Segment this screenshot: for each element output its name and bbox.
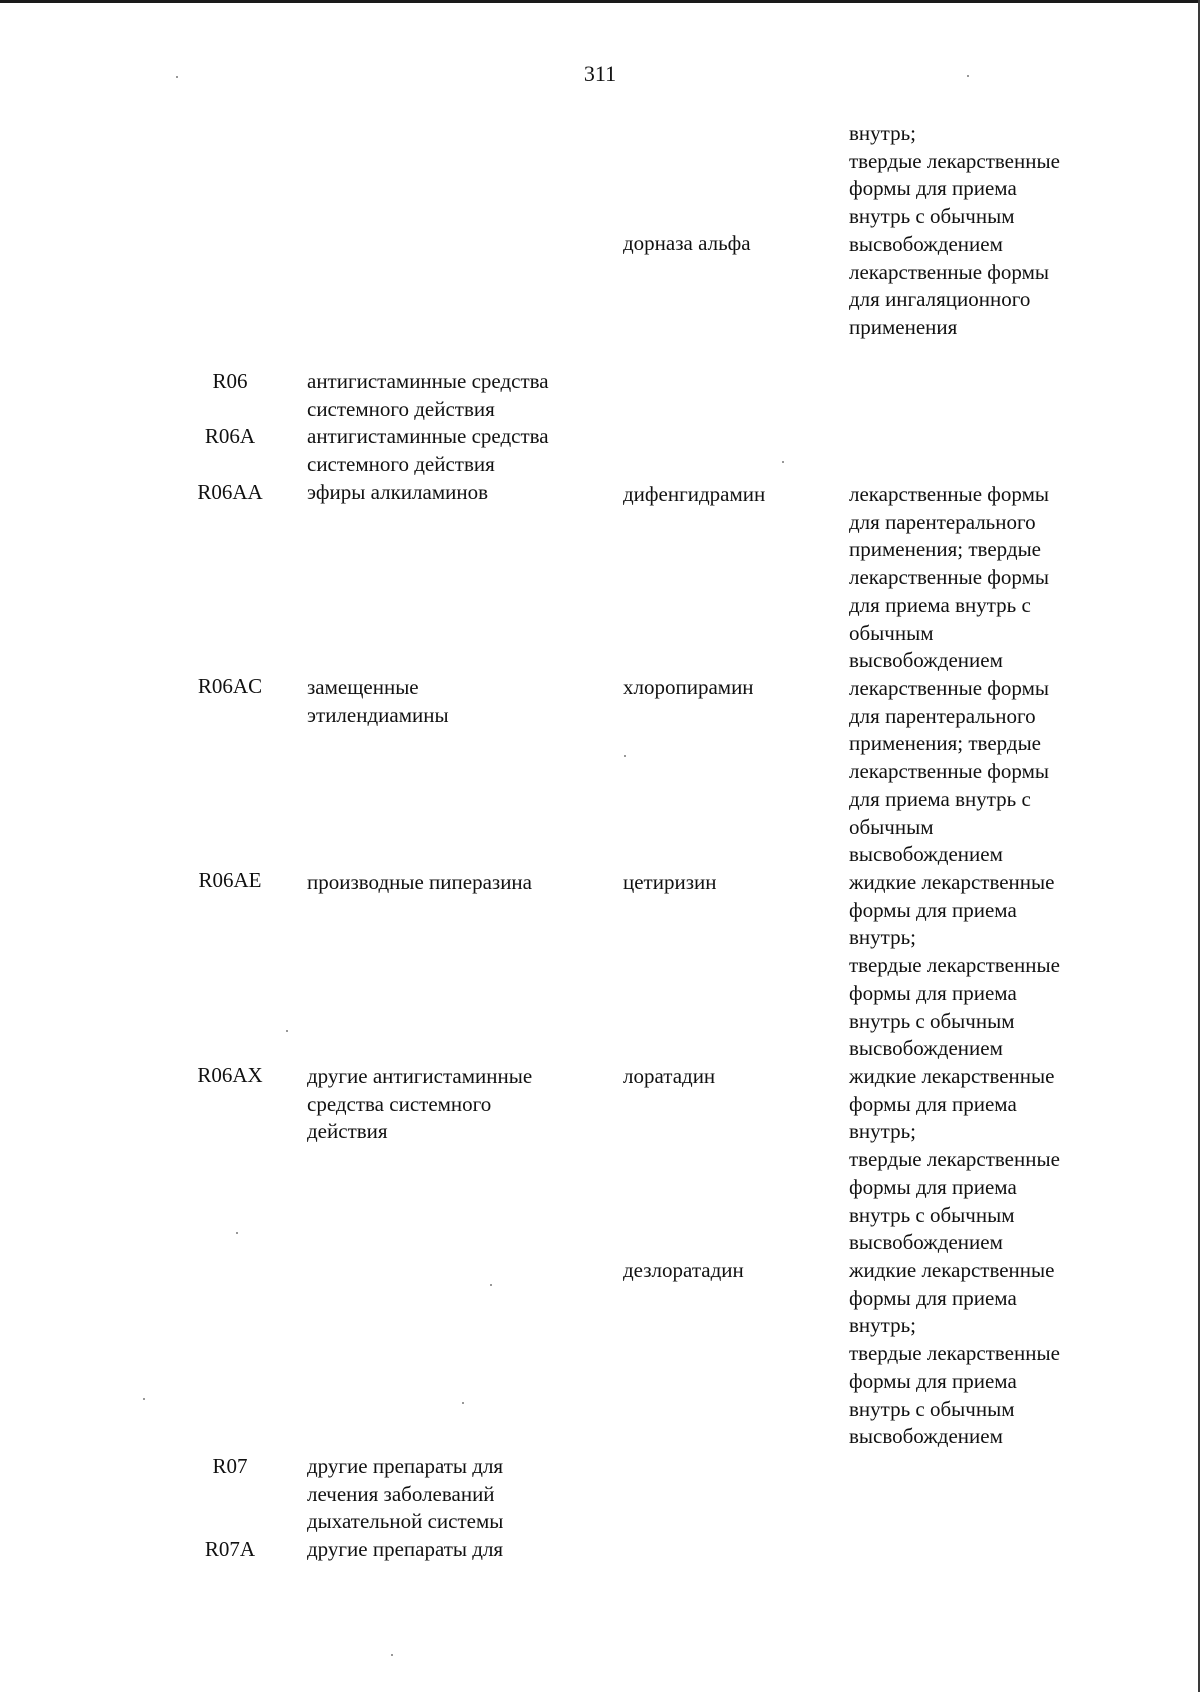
drug-name-cetirizine: цетиризин [623,870,717,894]
atc-code-r06ae: R06AE [198,868,262,892]
dosage-form-diphenhydramine: лекарственные формы для парентерального применения; твердые лекарственные формы для приема внутрь с обычным высвобождением [849,482,1049,673]
scan-speck [286,1030,288,1032]
atc-group-r06: антигистаминные средства системного действия [307,369,549,421]
scan-speck [624,755,626,757]
atc-code-r06ax: R06AX [197,1063,263,1087]
scan-speck [462,1402,464,1404]
atc-group-r07a: другие препараты для [307,1537,504,1561]
atc-group-r06a: антигистаминные средства системного действия [307,424,549,476]
atc-code-r06aa: R06AA [197,480,263,504]
atc-code-r06ac: R06AC [197,674,263,698]
scan-speck [967,75,969,77]
dosage-form-cetirizine: жидкие лекарственные формы для приема внутрь; твердые лекарственные формы для приема внутрь с обычным высвобождением [849,870,1060,1061]
atc-code-r06: R06 [212,369,248,393]
dosage-form-desloratadine: жидкие лекарственные формы для приема внутрь; твердые лекарственные формы для приема внутрь с обычным высвобождением [849,1258,1060,1449]
drug-name-chloropyramine: хлоропирамин [623,675,754,699]
drug-name-desloratadine: дезлоратадин [623,1258,744,1282]
scan-top-edge [0,0,1200,3]
atc-code-r06a: R06A [204,424,256,448]
scan-speck [391,1654,393,1656]
dosage-form-chloropyramine: лекарственные формы для парентерального применения; твердые лекарственные формы для приема внутрь с обычным высвобождением [849,676,1049,867]
scan-speck [143,1398,145,1400]
atc-group-r06ae: производные пиперазина [307,870,532,894]
scan-speck [782,461,784,463]
atc-group-r07: другие препараты для лечения заболеваний дыхательной системы [307,1454,504,1534]
scan-speck [490,1284,492,1286]
dosage-form-dornase-alfa: внутрь; твердые лекарственные формы для приема внутрь с обычным высвобождением лекарственные формы для ингаляционного применения [849,121,1060,339]
atc-group-r06ax: другие антигистаминные средства системного действия [307,1064,533,1144]
scan-speck [176,76,178,78]
atc-code-r07a: R07A [204,1537,256,1561]
atc-code-r07: R07 [212,1454,248,1478]
atc-group-r06aa: эфиры алкиламинов [307,480,489,504]
atc-group-r06ac: замещенные этилендиамины [307,675,449,727]
drug-name-dornase-alfa: дорназа альфа [623,231,751,255]
drug-name-loratadine: лоратадин [623,1064,716,1088]
page-number: 311 [583,61,617,86]
scan-speck [236,1232,238,1234]
drug-name-diphenhydramine: дифенгидрамин [623,482,766,506]
dosage-form-loratadine: жидкие лекарственные формы для приема внутрь; твердые лекарственные формы для приема внутрь с обычным высвобождением [849,1064,1060,1255]
